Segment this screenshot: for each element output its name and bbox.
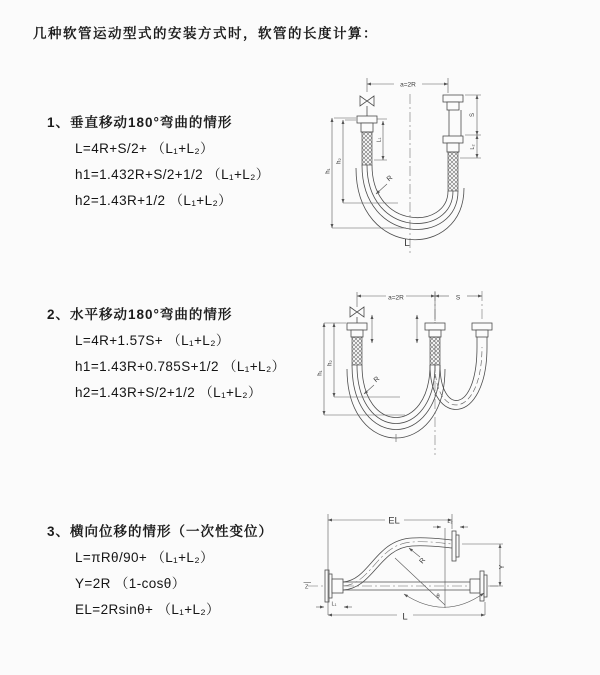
section-lateral-displacement [47, 519, 273, 623]
valve-icon [360, 96, 374, 116]
formula-line: EL=2Rsinθ+ （L₁+L₂） [75, 602, 220, 617]
page-title: 几种软管运动型式的安装方式时，软管的长度计算： [33, 26, 378, 41]
dim-label-h2: h₂ [336, 158, 343, 164]
formula-line: h2=1.43R+S/2+1/2 （L₁+L₂） [75, 385, 262, 400]
dim-label-radius: R [418, 556, 428, 566]
diagram-horizontal-180-bend [310, 285, 600, 460]
dim-label-h1: h₁ [325, 168, 332, 174]
section-heading: 3、横向位移的情形（一次性变位） [47, 524, 274, 539]
dim-label-length: L [402, 611, 408, 623]
dim-label-l2: L₂ [470, 144, 476, 150]
braided-hose-leg [352, 337, 362, 365]
dim-label-h2: h₂ [327, 360, 334, 366]
dim-label-a2r: a=2R [388, 294, 404, 302]
section-horizontal-180 [47, 302, 286, 406]
dim-label-length: L [404, 238, 410, 249]
section-vertical-180 [47, 110, 270, 214]
formula-line: h2=1.43R+1/2 （L₁+L₂） [75, 193, 233, 208]
dim-label-theta: θ [436, 594, 440, 600]
dim-label-l2: L₂ [447, 519, 453, 525]
formula-line: h1=1.43R+0.785S+1/2 （L₁+L₂） [75, 359, 286, 374]
dim-label-el: EL [388, 515, 400, 527]
dim-label-h1: h₁ [317, 370, 324, 376]
formula-line: L=4R+S/2+ （L₁+L₂） [75, 141, 214, 156]
section-heading: 1、垂直移动180°弯曲的情形 [47, 115, 233, 130]
braided-hose-leg [448, 152, 458, 191]
dim-label-y: Y [499, 564, 506, 570]
formula-line: Y=2R （1-cosθ） [75, 576, 186, 591]
dim-label-s: S [455, 294, 461, 302]
diagram-vertical-180-bend [310, 68, 600, 260]
dim-label-l1: L₁ [331, 601, 337, 608]
formula-line: L=4R+1.57S+ （L₁+L₂） [75, 333, 230, 348]
dim-label-a2r: a=2R [400, 81, 416, 89]
angle-construction [395, 528, 484, 608]
dim-label-s: S [470, 112, 476, 118]
datum-mark: Z [305, 584, 309, 591]
dim-label-l1: L₁ [376, 137, 383, 143]
braided-hose-leg [430, 337, 440, 365]
braided-hose-leg [362, 132, 372, 165]
valve-icon [350, 307, 364, 323]
dim-label-radius: R [385, 174, 395, 184]
section-heading: 2、水平移动180°弯曲的情形 [47, 307, 233, 322]
formula-line: L=πRθ/90+ （L₁+L₂） [75, 550, 214, 565]
diagram-lateral-displacement [300, 500, 600, 652]
dim-label-radius: R [372, 375, 382, 385]
formula-line: h1=1.432R+S/2+1/2 （L₁+L₂） [75, 167, 270, 182]
